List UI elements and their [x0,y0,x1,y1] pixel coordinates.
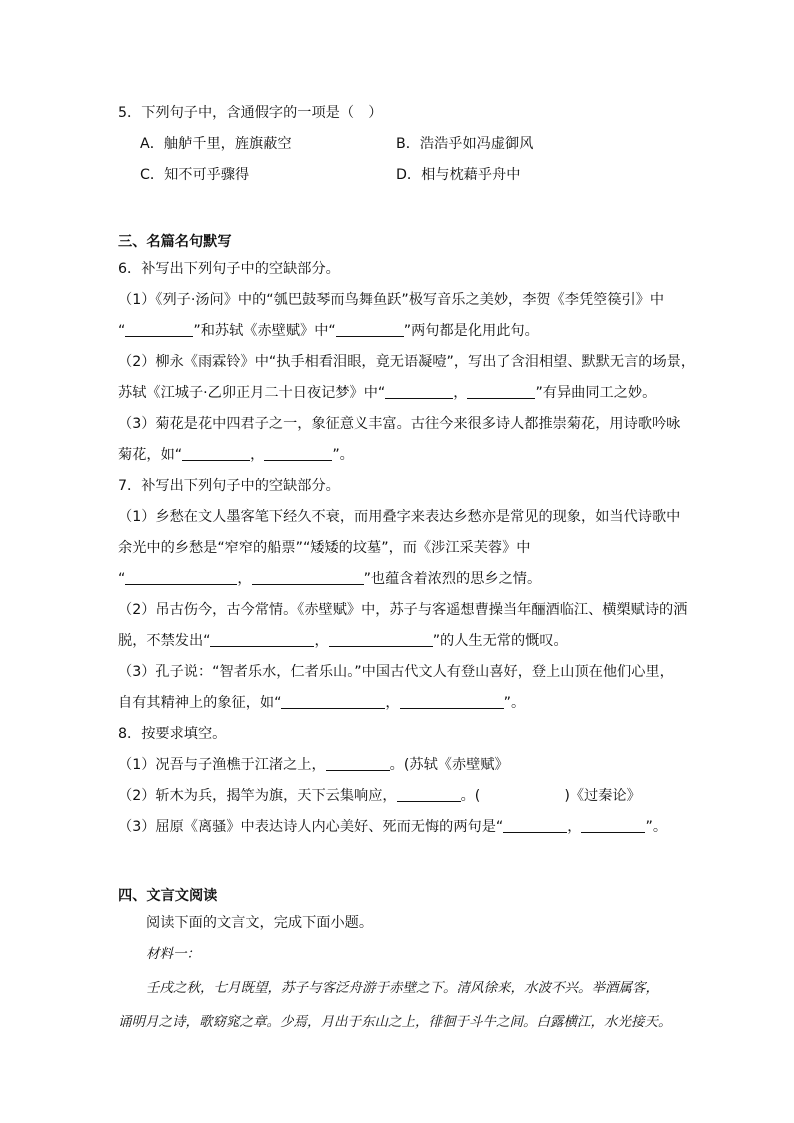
q7-p3-text-a: 自有其精神上的象征，如“ [118,695,282,711]
q8-p2-blank[interactable] [397,786,461,802]
q6-p2-text-a: 苏轼《江城子·乙卯正月二十日夜记梦》中“ [118,385,386,401]
q6-p3-line1: （3）菊花是花中四君子之一，象征意义丰富。古往今来很多诗人都推崇菊花，用诗歌吟咏 [118,416,681,432]
q7-p2-blank-1[interactable] [210,631,314,647]
q5-option-b[interactable]: B．浩浩乎如冯虚御风 [396,136,534,152]
q8-p2-text-a: （2）斩木为兵，揭竿为旗，天下云集响应， [118,788,397,804]
q6-p3-line2 [118,445,354,465]
q5-option-d[interactable]: D．相与枕藉乎舟中 [396,167,521,183]
q7-p1-text-c: ”也蕴含着浓烈的思乡之情。 [363,571,542,587]
q7-p1-blank-2[interactable] [252,569,364,585]
section4-instruction: 阅读下面的文言文，完成下面小题。 [146,915,374,931]
q7-p2-blank-2[interactable] [329,631,433,647]
material-label: 材料一： [146,946,200,962]
q6-p2-text-b: ， [453,385,468,401]
q7-p1-blank-1[interactable] [125,569,237,585]
section4-title: 四、文言文阅读 [118,888,218,904]
q8-p3 [118,817,667,837]
q8-p3-text-b: ， [567,819,582,835]
q7-p2-line2 [118,631,568,651]
q6-stem: 6．补写出下列句子中的空缺部分。 [118,261,340,277]
q7-p1-line1: （1）乡愁在文人墨客笔下经久不衰，而用叠字来表达乡愁亦是常见的现象，如当代诗歌中 [118,509,681,525]
passage-line-2: 诵明月之诗，歌窈窕之章。少焉，月出于东山之上，徘徊于斗牛之间。白露横江，水光接天。 [118,1014,672,1030]
q6-p2-line1: （2）柳永《雨霖铃》中“执手相看泪眼，竟无语凝噎”，写出了含泪相望、默默无言的场景， [118,354,696,370]
q8-p3-text-a: （3）屈原《离骚》中表达诗人内心美好、死而无悔的两句是“ [118,819,504,835]
passage-line-1: 壬戌之秋，七月既望，苏子与客泛舟游于赤壁之下。清风徐来，水波不兴。举酒属客， [146,980,659,996]
q7-p2-text-c: ”的人生无常的慨叹。 [432,633,568,649]
q6-p3-blank-2[interactable] [264,445,332,461]
q8-p2 [118,786,641,806]
q6-p2-line2 [118,383,656,403]
q6-p3-text-c: ”。 [332,447,354,463]
q7-p3-text-c: ”。 [503,695,526,711]
q5-stem: 5．下列句子中，含通假字的一项是（ ） [118,105,383,121]
q7-p3-blank-2[interactable] [400,693,504,709]
q7-p1-text-a: “ [118,571,126,587]
q7-p1-line2: 余光中的乡愁是“窄窄的船票”“矮矮的坟墓”，而《涉江采芙蓉》中 [118,540,531,556]
q8-p3-text-c: ”。 [645,819,668,835]
q7-p2-text-a: 脱，不禁发出“ [118,633,211,649]
q7-p1-line3 [118,569,541,589]
q7-p3-line1: （3）孔子说：“智者乐水，仁者乐山。”中国古代文人有登山喜好，登上山顶在他们心里， [118,664,674,680]
q7-p3-blank-1[interactable] [281,693,385,709]
q8-p3-blank-1[interactable] [503,817,567,833]
q8-p1-blank[interactable] [326,755,390,771]
q8-stem: 8．按要求填空。 [118,726,227,742]
q6-p3-text-b: ， [250,447,265,463]
q6-p3-blank-1[interactable] [182,445,250,461]
q6-p1-text-a: “ [118,323,126,339]
q8-p3-blank-2[interactable] [581,817,645,833]
q8-p1-text-a: （1）况吾与子渔樵于江渚之上， [118,757,326,773]
q5-option-a[interactable]: A．舳舻千里，旌旗蔽空 [140,136,292,152]
q6-p1-blank-1[interactable] [125,321,193,337]
q8-p1-text-b: 。(苏轼《赤壁赋》 [389,757,509,773]
q6-p2-blank-1[interactable] [385,383,453,399]
q7-p2-line1: （2）吊古伤今，古今常情。《赤壁赋》中，苏子与客遥想曹操当年酾酒临江、横槊赋诗的洒 [118,602,688,618]
q8-p1 [118,755,509,775]
q8-p2-text-c: )《过秦论》 [564,788,641,804]
q7-p2-text-b: ， [314,633,329,649]
q6-p1-text-c: ”两句都是化用此句。 [403,323,539,339]
q6-p2-text-c: ”有异曲同工之妙。 [535,385,657,401]
q6-p1-line2 [118,321,539,341]
q7-p3-text-b: ， [385,695,400,711]
q5-option-c[interactable]: C．知不可乎骤得 [140,167,250,183]
q6-p2-blank-2[interactable] [467,383,535,399]
q6-p3-text-a: 菊花，如“ [118,447,183,463]
section3-title: 三、名篇名句默写 [118,234,232,250]
q7-p1-text-b: ， [237,571,252,587]
q6-p1-text-b: ”和苏轼《赤壁赋》中“ [193,323,336,339]
q7-p3-line2 [118,693,525,713]
q6-p1-blank-2[interactable] [336,321,404,337]
q7-stem: 7．补写出下列句子中的空缺部分。 [118,478,340,494]
q8-p2-text-b: 。( [460,788,481,804]
q6-p1-line1: （1）《列子·汤问》中的“瓠巴鼓琴而鸟舞鱼跃”极写音乐之美妙，李贺《李凭箜篌引》中 [118,292,665,308]
